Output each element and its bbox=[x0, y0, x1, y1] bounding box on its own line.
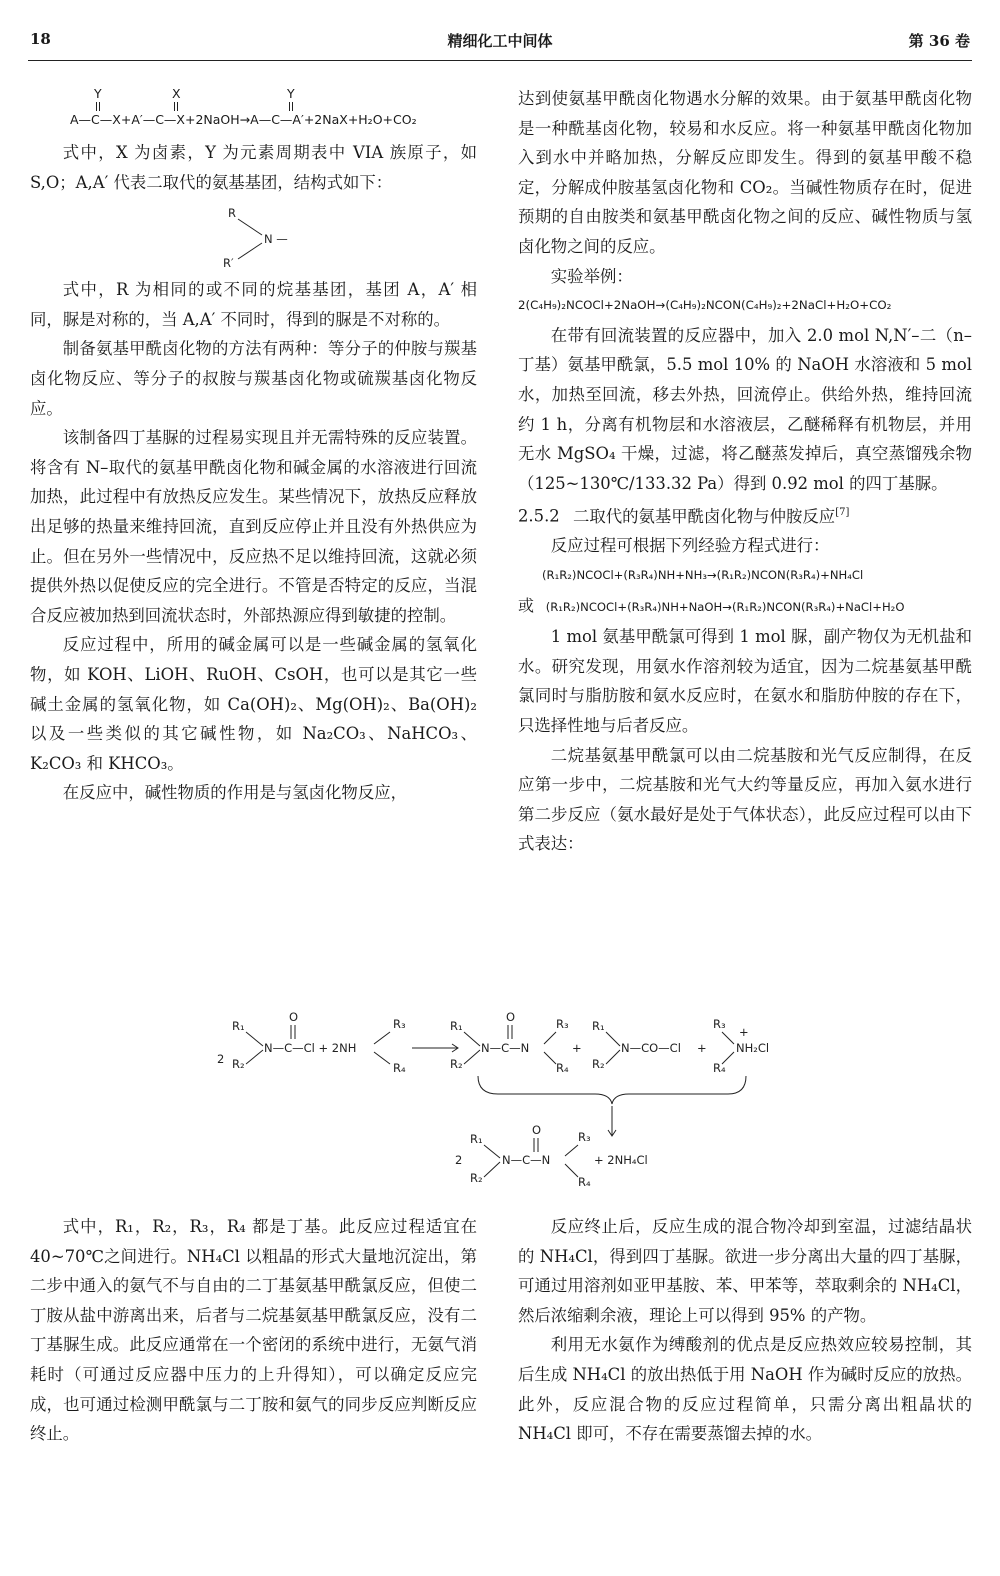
right-eq-1: 2(C₄H₉)₂NCOCl+2NaOH→(C₄H₉)₂NCON(C₄H₉)₂+2NaCl+H₂O+CO₂ bbox=[518, 298, 892, 313]
amine-structure bbox=[30, 197, 477, 275]
left-para-1: 式中，X 为卤素，Y 为元素周期表中 VIA 族原子，如 S,O；A,A′ 代表二取代的氨基基团，结构式如下： bbox=[30, 143, 477, 192]
scheme-bonds-e2 bbox=[565, 1145, 578, 1177]
right-eq-3: (R₁R₂)NCOCl+(R₃R₄)NH+NaOH→(R₁R₂)NCON(R₃R₄)+NaCl+H₂O bbox=[545, 599, 905, 614]
scheme-r4-d: R₄ bbox=[578, 1175, 591, 1189]
reaction-scheme bbox=[0, 1006, 1000, 1191]
amine-bond-top bbox=[238, 219, 262, 235]
scheme-o-a: O bbox=[289, 1010, 299, 1024]
left-para-3: 制备氨基甲酰卤化物的方法有两种：等分子的仲胺与羰基卤化物反应、等分子的叔胺与羰基卤化物或硫羰基卤化物反应。 bbox=[30, 339, 477, 418]
scheme-bonds-a bbox=[246, 1032, 263, 1064]
scheme-coef-1: 2 bbox=[217, 1052, 225, 1066]
right-column bbox=[518, 84, 972, 859]
right-eq-2: (R₁R₂)NCOCl+(R₃R₄)NH+NH₃→(R₁R₂)NCON(R₃R₄)+NH₄Cl bbox=[542, 567, 864, 582]
scheme-nh2cl: NH₂Cl bbox=[736, 1041, 770, 1055]
double-bond-2 bbox=[174, 102, 178, 111]
right-para-5: 1 mol 氨基甲酰氯可得到 1 mol 脲，副产物仅为无机盐和水。研究发现，用氨水作溶剂较为适宜，因为二烷基氨基甲酰氯同时与脂肪胺和氨水反应时，在氨水和脂肪仲胺的存在下，只选择性地与后者反应。 bbox=[518, 627, 972, 735]
scheme-frag-a: N—C—Cl + 2NH bbox=[264, 1041, 357, 1055]
page-number: 18 bbox=[30, 30, 51, 48]
section-title: 二取代的氨基甲酰卤化物与仲胺反应 bbox=[572, 506, 836, 526]
scheme-r2-b: R₂ bbox=[450, 1057, 463, 1071]
scheme-r1-d: R₁ bbox=[470, 1132, 483, 1146]
scheme-r1-c: R₁ bbox=[592, 1019, 605, 1033]
volume-label: 第 36 卷 bbox=[908, 32, 970, 50]
scheme-bonds-b2 bbox=[544, 1032, 556, 1064]
general-equation bbox=[62, 86, 482, 134]
eq-y2: Y bbox=[287, 86, 295, 101]
right-para-1: 达到使氨基甲酰卤化物遇水分解的效果。由于氨基甲酰卤化物是一种酰基卤化物，较易和水反应。将一种氨基甲酰卤化物加入到水中并略加热，分解反应即发生。得到的氨基甲酸不稳定，分解成仲胺基氢卤化物和 CO₂。当碱性物质存在时，促进预期的自由胺类和氨基甲酰卤化物之间的反应、碱性物质与氢卤化物之间的反应。 bbox=[518, 89, 972, 256]
right-para-6: 二烷基氨基甲酰氯可以由二烷基胺和光气反应制得，在反应第一步中，二烷基胺和光气大约等量反应，再加入氨水进行第二步反应（氨水最好是处于气体状态），此反应过程可以由下式表达： bbox=[518, 745, 972, 854]
scheme-r2-d: R₂ bbox=[470, 1171, 483, 1185]
scheme-frag-d: N—C—N bbox=[502, 1153, 551, 1167]
scheme-r1-b: R₁ bbox=[450, 1019, 463, 1033]
double-bond-1 bbox=[96, 102, 100, 111]
left-para-5: 反应过程中，所用的碱金属可以是一些碱金属的氢氧化物，如 KOH、LiOH、RuOH、CsOH，也可以是其它一些碱土金属的氢氧化物，如 Ca(OH)₂、Mg(OH)₂、Ba(OH)₂ 以及一些类似的其它碱性物，如 Na₂CO₃、NaHCO₃、K₂CO₃ 和 KHCO₃。 bbox=[30, 635, 477, 773]
journal-title: 精细化工中间体 bbox=[447, 32, 553, 50]
scheme-r3-b: R₃ bbox=[556, 1017, 569, 1031]
scheme-double-bond-b bbox=[508, 1025, 512, 1039]
scheme-double-bond-a bbox=[291, 1025, 295, 1039]
eq-y1: Y bbox=[94, 86, 102, 101]
scheme-bonds-b bbox=[464, 1032, 480, 1064]
amine-r: R bbox=[228, 206, 236, 221]
scheme-plus-1: + bbox=[572, 1041, 582, 1055]
scheme-r3-d: R₃ bbox=[578, 1130, 591, 1144]
left-para-6: 在反应中，碱性物质的作用是与氢卤化物反应， bbox=[62, 783, 407, 803]
scheme-r4-b: R₄ bbox=[556, 1061, 569, 1075]
left-para-2: 式中，R 为相同的或不同的烷基基团，基团 A，A′ 相同，脲是对称的，当 A,A′ 不同时，得到的脲是不对称的。 bbox=[30, 280, 477, 329]
bottom-right-para-1: 反应终止后，反应生成的混合物冷却到室温，过滤结晶状的 NH₄Cl，得到四丁基脲。欲进一步分离出大量的四丁基脲，可通过用溶剂如亚甲基胺、苯、甲苯等，萃取剩余的 NH₄Cl，然后浓缩剩余液，理论上可以得到 95% 的产物。 bbox=[518, 1217, 972, 1325]
scheme-o-d: O bbox=[532, 1123, 542, 1137]
section-number: 2.5.2 bbox=[518, 506, 560, 526]
scheme-arrow-down bbox=[608, 1106, 616, 1136]
scheme-bonds-c bbox=[606, 1032, 620, 1064]
bottom-left-column bbox=[30, 1212, 477, 1449]
scheme-r3-c: R₃ bbox=[713, 1017, 726, 1031]
eq-x1: X bbox=[172, 86, 181, 101]
right-para-4: 反应过程可根据下列经验方程式进行： bbox=[550, 536, 830, 556]
scheme-r2-a: R₂ bbox=[232, 1057, 245, 1071]
scheme-double-bond-d bbox=[534, 1138, 538, 1152]
eq-or: 或 bbox=[518, 595, 535, 615]
scheme-r3-a: R₃ bbox=[393, 1017, 406, 1031]
amine-bond-bottom bbox=[238, 243, 262, 259]
scheme-frag-b: N—C—N bbox=[481, 1041, 530, 1055]
left-column bbox=[30, 138, 477, 808]
scheme-r4-a: R₄ bbox=[393, 1061, 406, 1075]
scheme-r1-a: R₁ bbox=[232, 1019, 245, 1033]
section-ref: [7] bbox=[835, 507, 850, 519]
scheme-bonds-a2 bbox=[374, 1032, 390, 1064]
scheme-plus-sign: + bbox=[739, 1025, 749, 1039]
scheme-o-b: O bbox=[506, 1010, 516, 1024]
right-para-3: 在带有回流装置的反应器中，加入 2.0 mol N,N′–二（n–丁基）氨基甲酰氯，5.5 mol 10% 的 NaOH 水溶液和 5 mol 水，加热至回流，移去外热，回流停止。供给外热，维持回流约 1 h，分离有机物层和水溶液层，乙醚稀释有机物层，并用无水 MgSO₄ 干燥，过滤，将乙醚蒸发掉后，真空蒸馏残余物（125~130℃/133.32 Pa）得到 0.92 mol 的四丁基脲。 bbox=[518, 325, 972, 493]
scheme-brace bbox=[478, 1076, 746, 1104]
scheme-byproduct: + 2NH₄Cl bbox=[594, 1153, 648, 1167]
bottom-right-column bbox=[518, 1212, 972, 1449]
scheme-coef-2: 2 bbox=[455, 1153, 463, 1167]
left-para-4: 该制备四丁基脲的过程易实现且并无需特殊的反应装置。将含有 N–取代的氨基甲酰卤化物和碱金属的水溶液进行回流加热，此过程中有放热反应发生。某些情况下，放热反应释放出足够的热量来维持回流，直到反应停止并且没有外热供应为止。但在另外一些情况中，反应热不足以维持回流，这就必须提供外热以促使反应的完全进行。不管是否特定的反应，当混合反应被加热到回流状态时，外部热源应得到敏捷的控制。 bbox=[30, 428, 477, 625]
scheme-frag-c: N—CO—Cl bbox=[621, 1041, 681, 1055]
scheme-r2-c: R₂ bbox=[592, 1057, 605, 1071]
section-heading bbox=[518, 498, 972, 531]
bottom-left-para-1: 式中，R₁，R₂，R₃，R₄ 都是丁基。此反应过程适宜在 40~70℃之间进行。NH₄Cl 以粗晶的形式大量地沉淀出，第二步中通入的氨气不与自由的二丁基氨基甲酰氯反应，但使二丁胺从盐中游离出来，后者与二烷基氨基甲酰氯反应，没有二丁基脲生成。此反应通常在一个密闭的系统中进行，无氨气消耗时（可通过反应器中压力的上升得知），可以确定反应完成，也可通过检测甲酰氯与二丁胺和氨气的同步反应判断反应终止。 bbox=[30, 1217, 477, 1444]
double-bond-3 bbox=[289, 102, 293, 111]
scheme-plus-2: + bbox=[697, 1041, 707, 1055]
bottom-right-para-2: 利用无水氨作为缚酸剂的优点是反应热效应较易控制，其后生成 NH₄Cl 的放出热低于用 NaOH 作为碱时反应的放热。此外，反应混合物的反应过程简单，只需分离出粗晶状的 NH₄Cl 即可，不存在需要蒸馏去掉的水。 bbox=[518, 1335, 972, 1444]
right-eq-3-line bbox=[518, 591, 972, 623]
scheme-bonds-e bbox=[484, 1145, 500, 1177]
eq-main-line: A—C—X+A′—C—X+2NaOH→A—C—A′+2NaX+H₂O+CO₂ bbox=[70, 112, 417, 127]
scheme-arrow-right bbox=[412, 1044, 458, 1052]
header-rule bbox=[28, 60, 972, 61]
amine-n: N — bbox=[264, 232, 288, 247]
scheme-bonds-d bbox=[722, 1032, 734, 1064]
amine-r-prime: R′ bbox=[223, 256, 234, 271]
amine-structure-svg bbox=[30, 197, 477, 275]
right-para-2: 实验举例： bbox=[550, 266, 633, 286]
scheme-r4-c: R₄ bbox=[713, 1061, 726, 1075]
